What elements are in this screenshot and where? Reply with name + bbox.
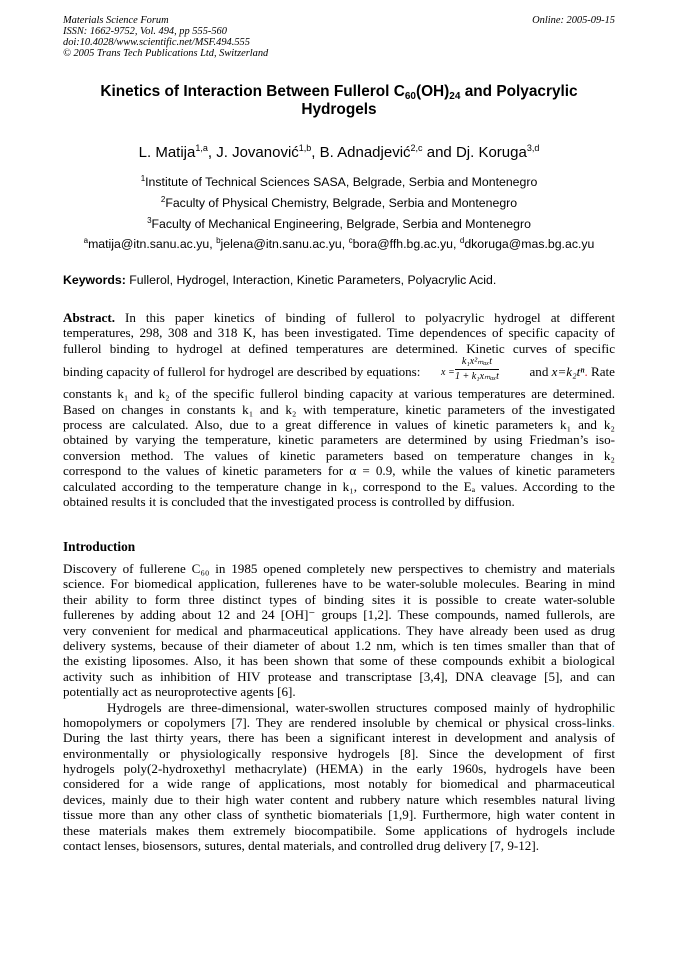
- paragraph-line: contact lenses, biosensors, sutures, dental materials, and controlled drug delivery [7, 9-12].: [63, 838, 539, 854]
- paragraph-line: fullerenes by adding about 12 and 24 [OH]⁻ groups [1,2]. These compounds, named fullerols, are: [63, 607, 615, 623]
- author-list: L. Matija$^{1,a}$, J. Jovanović$^{1,b}$, B. Adnadjević$^{2,c}$ and Dj. Koruga$^{3,d}$: [138, 143, 540, 161]
- paragraph-line: tissue more than any other class of synthetic biomaterials [1,9]. Furthermore, high water content in: [63, 807, 615, 823]
- email-link[interactable]: bora@ffh.bg.ac.yu: [352, 237, 454, 251]
- paragraph-line: science. For biomedical application, fullerenes have to be water-soluble molecules. Bearing in mind: [63, 576, 615, 592]
- paragraph-line: very convenient for medical and pharmaceutical applications. They have already been used as drug: [63, 622, 615, 638]
- equation-line: binding capacity of fullerol for hydrogel are described by equations: x = k₁x²ₘₐₓt 1 + k₁xₘₐₓt and x=k₂tⁿ. Rate: [63, 356, 615, 383]
- keywords-label: Keywords:: [63, 273, 126, 287]
- email-link[interactable]: dkoruga@mas.bg.ac.yu: [464, 237, 595, 251]
- online-date: Online: 2005-09-15: [532, 15, 615, 26]
- section-heading-introduction: Introduction: [63, 539, 136, 554]
- keywords-text: Fullerol, Hydrogel, Interaction, Kinetic Parameters, Polyacrylic Acid.: [125, 273, 497, 287]
- email-link[interactable]: matija@itn.sanu.ac.yu: [88, 237, 210, 251]
- journal-copyright: © 2005 Trans Tech Publications Ltd, Switzerland: [63, 48, 269, 59]
- journal-issn: ISSN: 1662-9752, Vol. 494, pp 555-560: [63, 26, 227, 37]
- keywords: [63, 273, 615, 288]
- paragraph-line: the existing liposomes. Also, it has been shown that some of these compounds exhibit a biological: [63, 653, 615, 669]
- paragraph-line: Hydrogels are three-dimensional, water-swollen structures composed mainly of hydrophilic: [107, 699, 615, 715]
- paragraph-line: devices, mainly due to their high water content and rubbery nature which resembles natural living: [63, 791, 615, 807]
- equation-lhs: x =: [441, 367, 455, 379]
- author: Dj. Koruga$^{3,d}$: [455, 143, 540, 161]
- journal-name: Materials Science Forum: [63, 15, 169, 26]
- affiliation: $^3$Faculty of Mechanical Engineering, Belgrade, Serbia and Montenegro: [147, 216, 531, 231]
- langmuir-equation: k₁x²ₘₐₓt 1 + k₁xₘₐₓt: [455, 356, 499, 383]
- author: L. Matija$^{1,a}$: [138, 143, 208, 161]
- paragraph-line: these materials makes them extremely biocompatibile. Some applications of hydrogels include: [63, 822, 615, 838]
- paragraph-line: During the last thirty years, there has been a significant interest in development and analysis of: [63, 730, 615, 746]
- affiliation: $^2$Faculty of Physical Chemistry, Belgrade, Serbia and Montenegro: [160, 195, 518, 210]
- affiliation: $^1$Institute of Technical Sciences SASA, Belgrade, Serbia and Montenegro: [140, 174, 538, 189]
- paragraph-line: Discovery of fullerene C₆₀ in 1985 opened completely new perspectives to chemistry and materials: [63, 561, 615, 576]
- paragraph-line: considered for a wide range of applications, most notably for biomedical and pharmaceutical: [63, 776, 615, 792]
- paragraph-line: homopolymers or copolymers [7]. They are rendered insoluble by chemical or physical cross-links.: [63, 714, 615, 730]
- abstract-label: Abstract.: [63, 310, 115, 325]
- author: B. Adnadjević$^{2,c}$: [319, 143, 423, 161]
- paragraph-line: activity such as inhibition of HIV protease and transcriptase [3,4], DNA cleavage [5], and can: [63, 668, 615, 684]
- paragraph-line: hydrogels poly(2-hydroxethyl methacrylate) (HEMA) in the early 1960s, hydrogels have been: [63, 761, 615, 777]
- paragraph-line: potentially act as neuroprotective agents [6].: [63, 684, 296, 700]
- journal-doi: doi:10.4028/www.scientific.net/MSF.494.555: [63, 37, 250, 48]
- email-link[interactable]: jelena@itn.sanu.ac.yu: [220, 237, 342, 251]
- paragraph-line: their ability to form three distinct types of binding sites it is possible to create water-soluble: [63, 591, 615, 607]
- abstract: Abstract. In this paper kinetics of binding of fullerol to polyacrylic hydrogel at different temperatures, 298, 308 and 318 K, has been investigated. Time dependences of specific capacity of fullerol binding to hydrogel at defined temperatures are determined. Kinetic curves of specific binding capacity of fullerol for hydrogel are described by equations: x = k₁x²ₘₐₓt 1 + k₁xₘₐₓt and x=k₂tⁿ. Rate constants k₁ and k₂ of the specific fullerol binding capacity at various temperatures are determined. Based on changes in constants k₁ and k₂ with temperature, kinetic parameters of the investigated process are calculated. Also, due to a great difference in values of kinetic parameters k₁ and k₂ obtained by varying the temperature, kinetic parameters are determined by using Friedman’s iso- conversion method. The values of kinetic parameters based on temperature changes in k₂ correspond to the values of kinetic parameters for α = 0.9, while the values of kinetic parameters calculated according to the temperature change in k₁, correspond to the Eₐ values. According to the obtained results it is concluded that the investigated process is controlled by diffusion.: [63, 310, 615, 509]
- paper-title: Kinetics of Interaction Between Fullerol $C_{60}(OH)_{24}$ and Polyacrylic Hydrogels: [100, 83, 578, 118]
- introduction-body: [63, 561, 615, 853]
- paragraph-line: environmentally or physiologically responsive hydrogels [8]. Since the development of first: [63, 745, 615, 761]
- journal-header: [63, 15, 268, 59]
- email-list: $^a$matija@itn.sanu.ac.yu, $^b$jelena@itn.sanu.ac.yu, $^c$bora@ffh.bg.ac.yu, $^d$dkoruga@mas.bg.ac.yu: [83, 236, 595, 251]
- paragraph-line: delivery systems, because of their diameter of about 1.2 nm, which is ten times smaller than that of: [63, 637, 615, 653]
- power-law-equation: x=k₂tⁿ: [551, 364, 585, 380]
- author: J. Jovanović$^{1,b}$: [216, 143, 312, 161]
